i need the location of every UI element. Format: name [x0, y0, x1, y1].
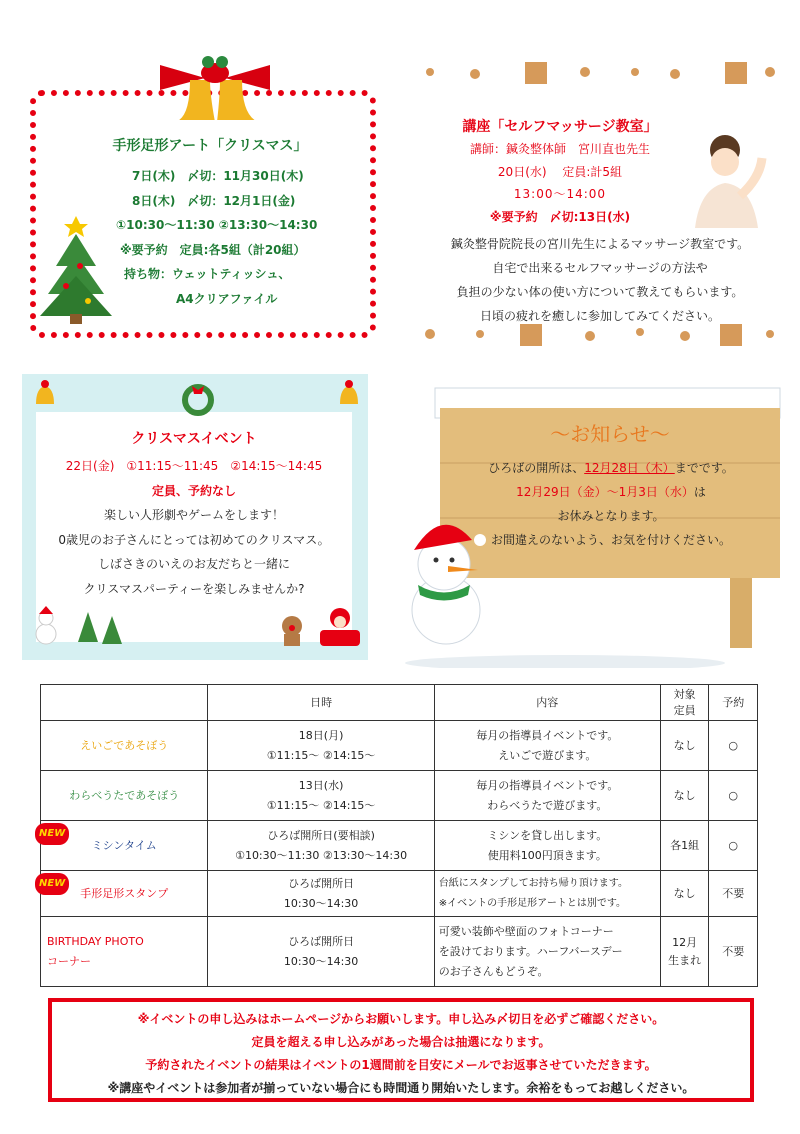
snowman-and-trees-icon	[30, 604, 130, 648]
new-badge: NEW	[35, 823, 69, 845]
wreath-icon	[178, 380, 218, 416]
bell-icon	[334, 378, 364, 408]
table-header-row	[41, 685, 758, 721]
event-date: 18日(月) ①11:15～ ②14:15～	[208, 721, 434, 771]
event-content: 可愛い装飾や壁面のフォトコーナー を設けております。ハーフバースデー のお子さんもどうぞ。	[434, 917, 660, 987]
top-garland-icon	[415, 52, 785, 92]
event-capacity: 各1組	[660, 821, 709, 871]
event-capacity: 12月 生まれ	[660, 917, 709, 987]
event-reservation: ○	[709, 821, 758, 871]
christmas-tree-icon	[36, 206, 116, 326]
event-capacity: なし	[660, 871, 709, 917]
handprint-details: 7日(木) 〆切：11月30日(木) 8日(木) 〆切：12月1日(金) ①10:30～11:30 ②13:30～14:30 ※要予約 定員:各5組（計20組） 持ち物：ウェットティッシュ、 A4クリアファイル	[116, 169, 318, 306]
footer-line: 定員を超える申し込みがあった場合は抽選になります。	[251, 1035, 551, 1049]
event-date: ひろば開所日(要相談) ①10:30～11:30 ②13:30～14:30	[208, 821, 434, 871]
table-row	[41, 721, 758, 771]
table-row	[41, 771, 758, 821]
event-content: 毎月の指導員イベントです。 わらべうたで遊びます。	[434, 771, 660, 821]
event-content: 毎月の指導員イベントです。 えいごで遊びます。	[434, 721, 660, 771]
event-name: NEW ミシンタイム	[41, 821, 208, 871]
footer-line: ※講座やイベントは参加者が揃っていない場合にも時間通り開始いたします。余裕をもってお越しください。	[107, 1081, 695, 1095]
footer-line: 予約されたイベントの結果はイベントの1週間前を目安にメールでお返事させていただきます。	[145, 1058, 657, 1072]
christmas-event-title: クリスマスイベント	[131, 431, 257, 447]
table-row	[41, 871, 758, 917]
massage-info: 講師：鍼灸整体師 宮川直也先生 20日(水) 定員:計5組 13:00～14:00 ※要予約 〆切:13日(水)	[469, 142, 650, 224]
event-reservation: ○	[709, 771, 758, 821]
event-reservation: 不要	[709, 917, 758, 987]
massage-woman-icon	[690, 128, 775, 228]
event-name: NEW 手形足形スタンプ	[41, 871, 208, 917]
event-reservation: ○	[709, 721, 758, 771]
table-header-capacity: 対象 定員	[660, 685, 709, 721]
event-date: 13日(水) ①11:15～ ②14:15～	[208, 771, 434, 821]
table-row	[41, 917, 758, 987]
event-date: ひろば開所日 10:30～14:30	[208, 871, 434, 917]
event-name: わらべうたであそぼう	[41, 771, 208, 821]
footer-notice	[48, 998, 754, 1102]
massage-title: 講座「セルフマッサージ教室」	[462, 119, 658, 135]
table-row	[41, 821, 758, 871]
bell-icon	[150, 40, 280, 120]
notice-body: ひろばの開所は、12月28日（木）までです。 12月29日（金）～1月3日（水）は お休みとなります。 お間違えのないよう、お気を付けください。	[488, 461, 734, 547]
massage-description: 鍼灸整骨院院長の宮川先生によるマッサージ教室です。 自宅で出来るセルフマッサージの方法や 負担の少ない体の使い方について教えてもらいます。 日頃の疲れを癒しに参加してみてください。	[450, 237, 750, 323]
event-content: ミシンを貸し出します。 使用料100円頂きます。	[434, 821, 660, 871]
handprint-title: 手形足形アート「クリスマス」	[112, 138, 308, 154]
event-content: 台紙にスタンプしてお持ち帰り頂けます。 ※イベントの手形足形アートとは別です。	[434, 871, 660, 917]
footer-line: ※イベントの申し込みはホームページからお願いします。申し込み〆切日を必ずご確認ください。	[137, 1012, 665, 1026]
table-header-date: 日時	[208, 685, 434, 721]
table-header-empty	[41, 685, 208, 721]
new-badge: NEW	[35, 873, 69, 895]
event-capacity: なし	[660, 721, 709, 771]
santa-reindeer-icon	[270, 600, 364, 652]
schedule-table	[40, 684, 758, 987]
event-name: BIRTHDAY PHOTO コーナー	[41, 917, 208, 987]
event-capacity: なし	[660, 771, 709, 821]
bell-icon	[30, 378, 60, 408]
event-date: ひろば開所日 10:30～14:30	[208, 917, 434, 987]
notice-title: ～お知らせ～	[550, 422, 670, 446]
christmas-event-details: 22日(金) ①11:15～11:45 ②14:15～14:45 定員、予約なし 楽しい人形劇やゲームをします！ 0歳児のお子さんにとっては初めてのクリスマス。 しばさきのいえのお友だちと一緒に クリスマスパーティーを楽しみませんか?	[58, 459, 330, 596]
table-header-reservation: 予約	[709, 685, 758, 721]
table-header-content: 内容	[434, 685, 660, 721]
event-reservation: 不要	[709, 871, 758, 917]
event-name: えいごであそぼう	[41, 721, 208, 771]
